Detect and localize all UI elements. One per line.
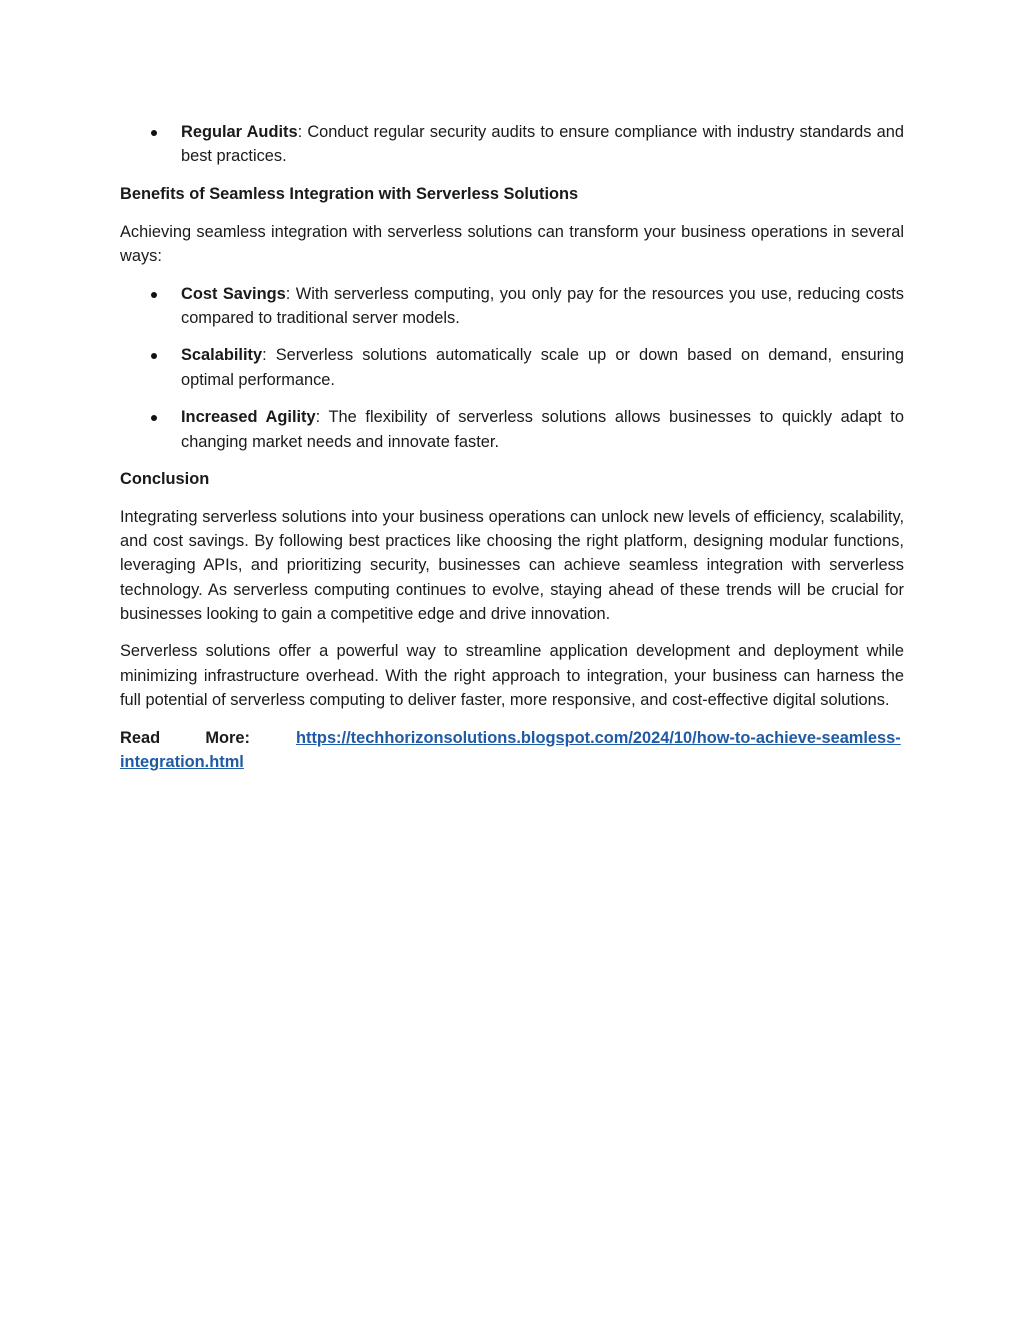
- list-item: [120, 405, 904, 453]
- bullet-text: : Serverless solutions automatically scale up or down based on demand, ensuring optimal performance.: [181, 346, 904, 389]
- read-more-word-read: Read: [120, 728, 161, 747]
- bullet-icon: [151, 292, 157, 298]
- read-more-word-more: More:: [205, 728, 250, 747]
- bullet-text: : With serverless computing, you only pay for the resources you use, reducing costs compared to traditional server models.: [181, 284, 905, 327]
- list-item: [120, 120, 904, 168]
- benefits-heading: Benefits of Seamless Integration with Serverless Solutions: [120, 184, 579, 203]
- bullet-text: : Conduct regular security audits to ensure compliance with industry standards and best practices.: [181, 123, 904, 166]
- bullet-term: Cost Savings: [181, 284, 286, 303]
- read-more-label: [120, 726, 296, 750]
- bullet-term: Increased Agility: [181, 408, 316, 427]
- bullet-icon: [151, 415, 157, 421]
- bullet-text: : The flexibility of serverless solutions allows businesses to quickly adapt to changing market needs and innovate faster.: [181, 408, 904, 451]
- conclusion-paragraph-1: Integrating serverless solutions into your business operations can unlock new levels of efficiency, scalability, and cost savings. By following best practices like choosing the right platform, designing modular functions, leveraging APIs, and prioritizing security, businesses can achieve seamless integration with serverless technology. As serverless computing continues to evolve, staying ahead of these trends will be crucial for businesses looking to gain a competitive edge and drive innovation.: [120, 507, 904, 623]
- bullet-icon: [151, 130, 157, 136]
- benefits-intro: Achieving seamless integration with serverless solutions can transform your business operations in several ways:: [120, 222, 904, 265]
- read-more-line: [120, 726, 904, 774]
- read-more-link[interactable]: https://techhorizonsolutions.blogspot.com/2024/10/how-to-achieve-seamless-integration.html: [120, 728, 901, 771]
- conclusion-heading: Conclusion: [120, 470, 210, 489]
- document-page: [120, 120, 904, 774]
- benefits-bullet-list: [120, 282, 904, 454]
- bullet-term: Regular Audits: [181, 123, 298, 141]
- list-item: [120, 282, 904, 330]
- conclusion-paragraph-2: Serverless solutions offer a powerful way to streamline application development and deployment while minimizing infrastructure overhead. With the right approach to integration, your business can harness the full potential of serverless computing to deliver faster, more responsive, and cost-effective digital solutions.: [120, 642, 904, 709]
- security-bullet-list: [120, 120, 904, 168]
- list-item: [120, 343, 904, 391]
- bullet-icon: [151, 353, 157, 359]
- bullet-term: Scalability: [181, 346, 263, 365]
